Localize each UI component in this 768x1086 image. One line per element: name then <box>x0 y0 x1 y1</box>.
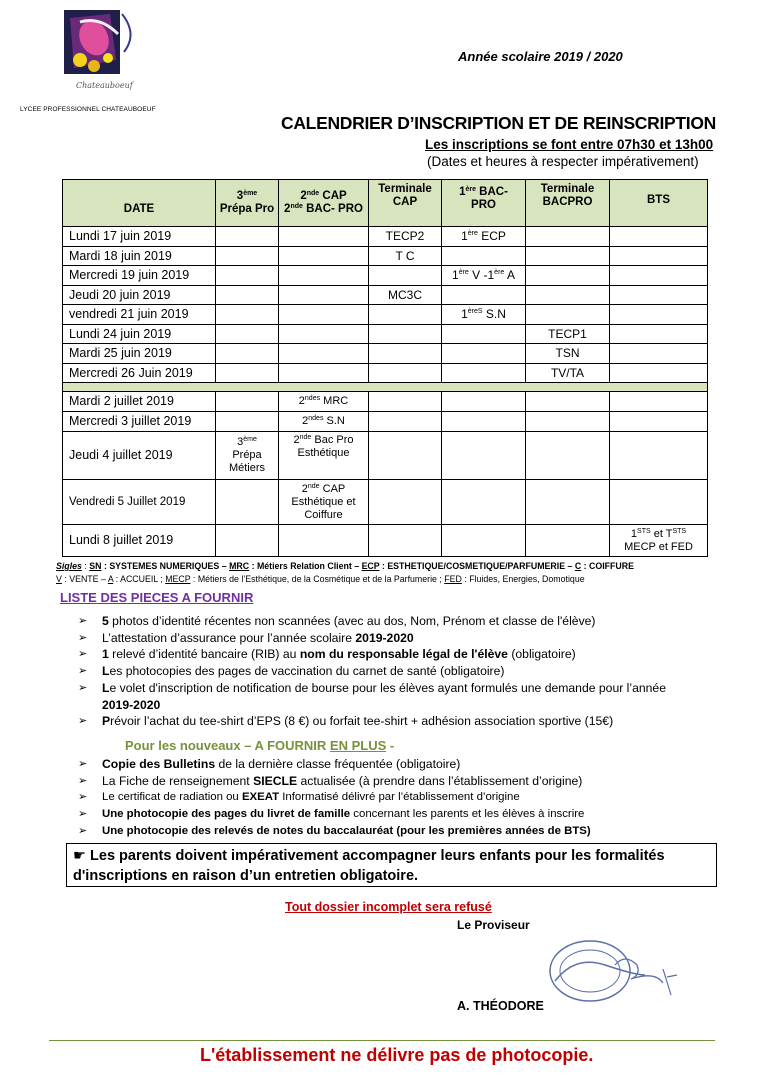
table-row <box>63 286 708 305</box>
class-cell: MC3C <box>369 286 442 305</box>
arrow-bullet-icon: ➢ <box>78 648 88 661</box>
date-cell: Jeudi 20 juin 2019 <box>63 286 216 305</box>
school-logo <box>60 8 142 96</box>
documents-list <box>78 613 666 730</box>
table-row <box>63 392 708 412</box>
arrow-bullet-icon: ➢ <box>78 615 88 627</box>
list-item: ➢ 1 relevé d’identité bancaire (RIB) au nom du responsable légal de l'élève (obligatoire) <box>78 647 576 662</box>
registration-calendar-table <box>62 179 708 557</box>
col-header-premiere-bac: 1ère BAC- PRO <box>442 180 526 227</box>
col-header-terminale-cap: Terminale CAP <box>369 180 442 227</box>
date-cell: Vendredi 5 Juillet 2019 <box>63 480 216 525</box>
table-row <box>63 325 708 344</box>
stamp-and-signature <box>545 935 695 1007</box>
pointing-hand-icon: ☛ <box>73 848 86 864</box>
date-cell: Lundi 17 juin 2019 <box>63 227 216 247</box>
footer-notice: L'établissement ne délivre pas de photocopie. <box>200 1045 594 1065</box>
school-year: Année scolaire 2019 / 2020 <box>458 49 623 64</box>
class-cell: $2^{ndes}$ MRC <box>279 392 369 412</box>
col-header-bts: BTS <box>610 180 708 227</box>
date-cell: Mardi 2 juillet 2019 <box>63 392 216 412</box>
table-row <box>63 480 708 525</box>
arrow-bullet-icon: ➢ <box>78 758 88 770</box>
class-cell: 2nde CAP Esthétique et Coiffure <box>279 480 369 525</box>
list-item: ➢ Prévoir l’achat du tee-shirt d’EPS (8 €) ou forfait tee-shirt + adhésion association sportive (15€) <box>78 714 614 729</box>
date-cell: Jeudi 4 juillet 2019 <box>63 432 216 480</box>
table-row <box>63 266 708 286</box>
documents-list-title: LISTE DES PIECES A FOURNIR <box>60 590 254 605</box>
list-item: ➢ La Fiche de renseignement SIECLE actualisée (à prendre dans l’établissement d’origine) <box>78 773 583 788</box>
date-cell: Mercredi 3 juillet 2019 <box>63 412 216 432</box>
acronyms-line-1: Sigles : SN : SYSTEMES NUMERIQUES – MRC : Métiers Relation Client – ECP : ESTHETIQUE/COSMETIQUE/PARFUMERIE – C : COIFFURE <box>56 561 634 571</box>
list-item: ➢ Copie des Bulletins de la dernière classe fréquentée (obligatoire) <box>78 757 461 771</box>
page-title: CALENDRIER D’INSCRIPTION ET DE REINSCRIPTION <box>281 113 717 133</box>
table-row <box>63 412 708 432</box>
table-row <box>63 344 708 364</box>
col-header-date: DATE <box>63 180 216 227</box>
list-item: ➢ Une photocopie des pages du livret de famille concernant les parents et les élèves à inscrire <box>78 806 591 823</box>
acronyms-line-2: V : VENTE – A : ACCUEIL ; MECP : Métiers de l’Esthétique, de la Cosmétique et de la Parfumerie ; FED : Fluides, Energies, Domotique <box>56 574 585 584</box>
col-header-prepa: 3ème Prépa Pro <box>216 180 279 227</box>
class-cell: TECP1 <box>526 325 610 344</box>
class-cell: T C <box>369 247 442 266</box>
arrow-bullet-icon: ➢ <box>78 665 88 678</box>
arrow-bullet-icon: ➢ <box>78 808 88 821</box>
arrow-bullet-icon: ➢ <box>78 791 88 804</box>
table-row <box>63 247 708 266</box>
class-cell: TECP2 <box>369 227 442 247</box>
list-item: ➢ L’attestation d’assurance pour l’année scolaire 2019-2020 <box>78 630 414 645</box>
date-cell: Lundi 8 juillet 2019 <box>63 525 216 557</box>
arrow-bullet-icon: ➢ <box>78 774 88 787</box>
class-cell: $2^{ndes}$ S.N <box>279 412 369 432</box>
class-cell: 1ère V -1ère A <box>442 266 526 286</box>
list-item: ➢ Le certificat de radiation ou EXEAT Informatisé délivré par l’établissement d’origine <box>78 789 591 806</box>
date-cell: vendredi 21 juin 2019 <box>63 305 216 325</box>
table-row <box>63 305 708 325</box>
table-row <box>63 364 708 383</box>
svg-text:Chateauboeuf: Chateauboeuf <box>76 81 133 90</box>
date-cell: Mardi 25 juin 2019 <box>63 344 216 364</box>
table-separator-row <box>63 383 708 392</box>
list-item: ➢ Une photocopie des relevés de notes du baccalauréat (pour les premières années de BTS) <box>78 823 591 840</box>
school-name: LYCEE PROFESSIONNEL CHATEAUBOEUF <box>20 106 156 113</box>
arrow-bullet-icon: ➢ <box>78 824 88 837</box>
class-cell: TSN <box>526 344 610 364</box>
parents-notice-box: ☛ Les parents doivent impérativement accompagner leurs enfants pour les formalités d'inscriptions en raison d’un entretien obligatoire. <box>66 843 717 887</box>
new-students-heading: Pour les nouveaux – A FOURNIR EN PLUS - <box>125 738 395 753</box>
registration-hours: Les inscriptions se font entre 07h30 et 13h00 <box>425 137 714 152</box>
list-item: ➢ Les photocopies des pages de vaccination du carnet de santé (obligatoire) <box>78 664 505 679</box>
signatory-name: A. THÉODORE <box>457 999 544 1013</box>
date-cell: Mercredi 26 Juin 2019 <box>63 364 216 383</box>
table-header-row <box>63 180 708 227</box>
class-cell: 1èreS S.N <box>442 305 526 325</box>
list-item: ➢ 5 photos d’identité récentes non scannées (avec au dos, Nom, Prénom et classe de l'élève) <box>78 614 596 628</box>
class-cell: 1ère ECP <box>442 227 526 247</box>
table-row <box>63 525 708 557</box>
col-header-terminale-bacpro: Terminale BACPRO <box>526 180 610 227</box>
date-cell: Mardi 18 juin 2019 <box>63 247 216 266</box>
date-cell: Mercredi 19 juin 2019 <box>63 266 216 286</box>
class-cell: 2nde Bac Pro Esthétique <box>279 432 369 480</box>
footer-divider <box>49 1040 715 1041</box>
table-row <box>63 432 708 480</box>
class-cell: TV/TA <box>526 364 610 383</box>
list-item: ➢ Le volet d'inscription de notification de bourse pour les élèves ayant formulés une demande pour l’année 2019-2020 <box>78 680 666 712</box>
class-cell: 3ème Prépa Métiers <box>216 432 279 480</box>
class-cell: $1^{STS}$ et $T^{STS}$ MECP et FED <box>610 525 708 557</box>
signatory-role: Le Proviseur <box>457 918 530 932</box>
hours-note: (Dates et heures à respecter impérativement) <box>427 154 699 169</box>
arrow-bullet-icon: ➢ <box>78 631 88 644</box>
arrow-bullet-icon: ➢ <box>78 715 88 728</box>
new-students-documents-list <box>78 756 591 840</box>
incomplete-file-warning: Tout dossier incomplet sera refusé <box>285 900 492 914</box>
col-header-cap-bacpro: 2nde CAP 2nde BAC- PRO <box>279 180 369 227</box>
arrow-bullet-icon: ➢ <box>78 681 88 694</box>
table-row <box>63 227 708 247</box>
date-cell: Lundi 24 juin 2019 <box>63 325 216 344</box>
